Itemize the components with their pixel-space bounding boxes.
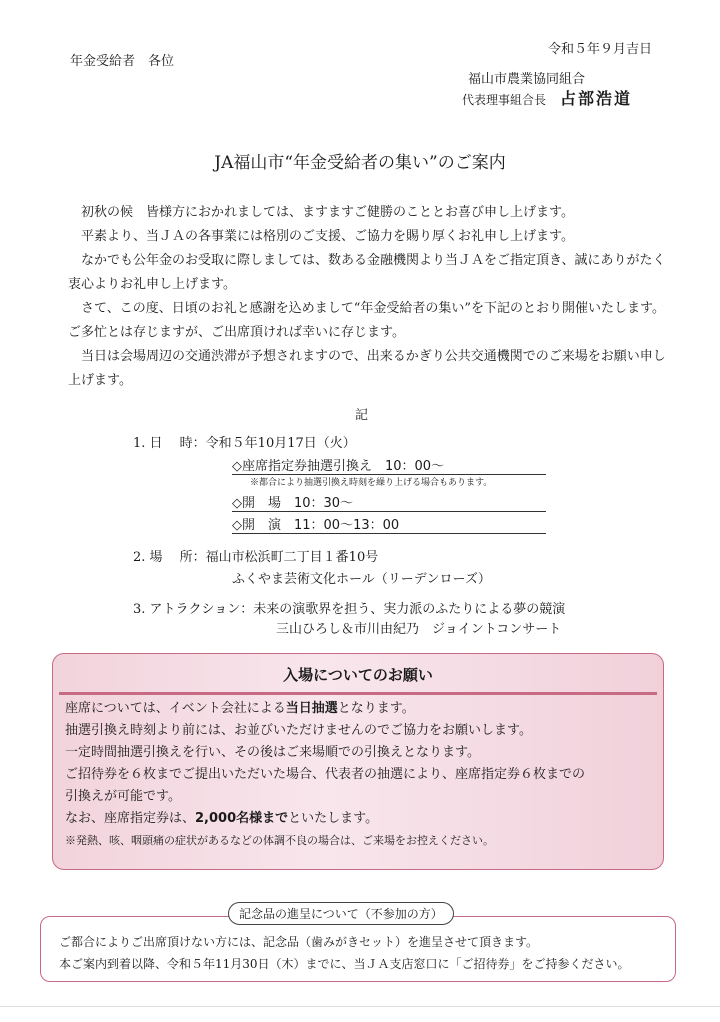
gift-lines [59,931,630,975]
notice-divider [59,692,657,695]
gift-line: 本ご案内到着以降、令和５年11月30日（木）までに、当ＪＡ支店窓口に「ご招待券」をご持参ください。 [59,957,630,971]
detail-place: 2. 場 所：福山市松浜町二丁目１番10号 [133,550,379,565]
paragraph: さて、この度、日頃のお礼と感謝を込めまして“年金受給者の集い”を下記のとおり開催いたします。ご多忙とは存じますが、ご出席頂ければ幸いに存じます。 [68,301,665,340]
notice-line: 抽選引換え時刻より前には、お並びいただけませんのでご協力をお願いします。 [65,723,532,738]
notice-line: ご招待券を６枚までご提出いただいた場合、代表者の抽選により、座席指定券６枚までの [65,767,586,782]
detail-place-name: ふくやま芸術文化ホール（リーデンローズ） [232,572,491,587]
detail-doors: ◇開 場 10：30～ [232,492,546,512]
detail-lottery-note: ※都合により抽選引換え時刻を繰り上げる場合もあります。 [250,478,493,488]
notice-line: 座席については、イベント会社による当日抽選となります。 [65,701,415,716]
notice-title: 入場についてのお願い [283,666,433,684]
notice-line: 引換えが可能です。 [65,789,181,804]
detail-date: 1. 日 時：令和５年10月17日（火） [133,436,356,451]
notice-line: なお、座席指定券は、2,000名様までといたします。 [65,811,379,826]
admission-notice-box [52,653,664,870]
ki-heading: 記 [355,408,369,423]
rep-name: 占部浩道 [560,89,633,108]
representative [462,86,632,109]
gift-label: 記念品の進呈について（不参加の方） [228,902,454,925]
document-title: JA福山市“年金受給者の集い”のご案内 [214,153,506,173]
detail-lottery: ◇座席指定券抽選引換え 10：00～ [232,455,546,475]
paragraph: 初秋の候 皆様方におかれましては、ますますご健勝のこととお喜び申し上げます。 [81,205,574,220]
paragraph: 平素より、当ＪＡの各事業には格別のご支援、ご協力を賜り厚くお礼申し上げます。 [81,229,574,244]
issue-date: 令和５年９月吉日 [547,42,652,57]
notice-line: 一定時間抽選引換えを行い、その後はご来場順での引換えとなります。 [65,745,480,760]
rep-title: 代表理事組合長 [462,93,547,107]
gift-line: ご都合によりご出席頂けない方には、記念品（歯みがきセット）を進呈させて頂きます。 [59,935,539,949]
detail-start: ◇開 演 11：00～13：00 [232,514,546,534]
detail-attraction: 3. アトラクション：未来の演歌界を担う、実力派のふたりによる夢の競演 [133,602,566,617]
notice-health-line: ※発熱、咳、咽頭痛の症状があるなどの体調不良の場合は、ご来場をお控えください。 [65,834,494,847]
organization: 福山市農業協同組合 [468,72,586,87]
paragraph: なかでも公年金のお受取に際しましては、数ある金融機関より当ＪＡをご指定頂き、誠にありがたく衷心よりお礼申し上げます。 [68,253,666,292]
page-edge [0,1006,720,1007]
body-text [68,201,668,393]
paragraph: 当日は会場周辺の交通渋滞が予想されますので、出来るかぎり公共交通機関でのご来場をお願い申し上げます。 [68,349,666,388]
recipient: 年金受給者 各位 [70,54,175,69]
notice-lines [65,698,655,852]
gift-box [40,916,676,982]
detail-attraction-name: 三山ひろし＆市川由紀乃 ジョイントコンサート [276,622,562,637]
